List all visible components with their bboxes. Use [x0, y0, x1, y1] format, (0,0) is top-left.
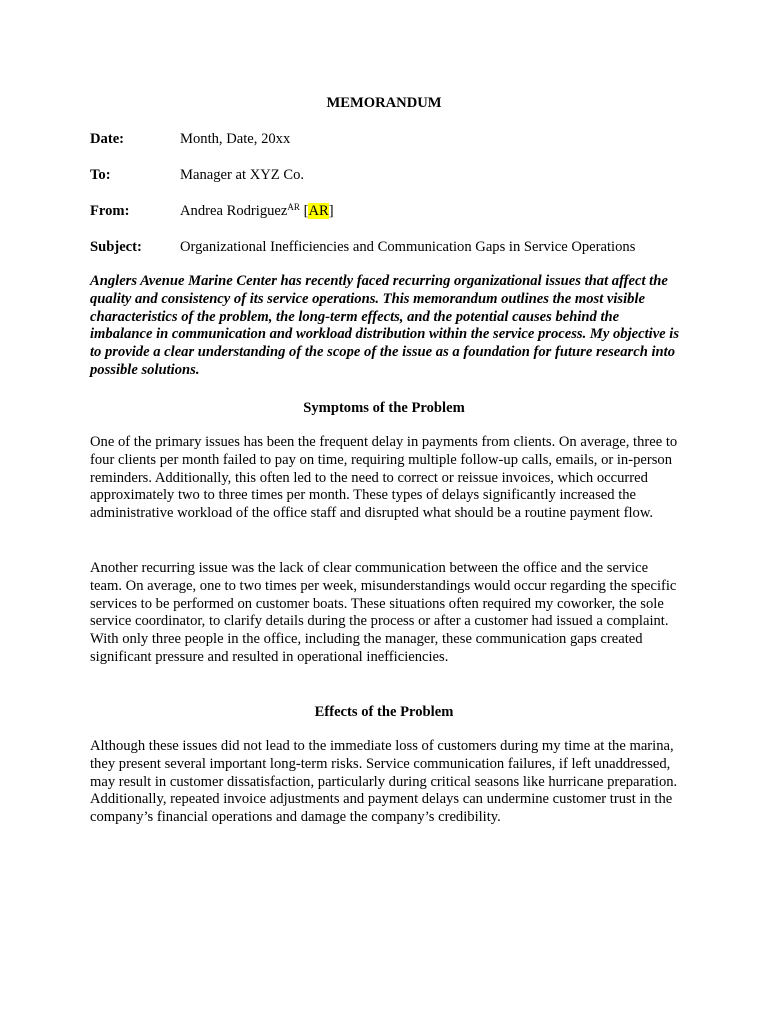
author-superscript: AR: [287, 202, 300, 212]
bracket-open: [: [303, 203, 309, 219]
to-value: Manager at XYZ Co.: [180, 167, 305, 183]
date-label: Date:: [90, 131, 125, 147]
from-value: [180, 202, 334, 220]
date-value: Month, Date, 20xx: [180, 131, 291, 147]
subject-label: Subject:: [90, 239, 142, 255]
initials-highlight: AR: [308, 203, 329, 219]
from-label: From:: [90, 203, 130, 219]
effects-paragraph-1: Although these issues did not lead to the immediate loss of customers during my time at the marina, they present several important long-term risks. Service communication failures, if left unaddressed, may result in customer dissatisfaction, particularly during critical seasons like hurricane preparation. Additionally, repeated invoice adjustments and payment delays can undermine customer trust in the company’s financial operations and damage the company’s credibility.: [90, 738, 678, 826]
to-label: To:: [90, 167, 111, 183]
bracket-close: ]: [328, 203, 334, 219]
symptoms-paragraph-2: Another recurring issue was the lack of clear communication between the office and the service team. On average, one to two times per week, misunderstandings would occur regarding the specific services to be performed on customer boats. These situations often required my coworker, the sole service coordinator, to clarify details during the process or after a customer had issued a complaint. With only three people in the office, including the manager, these communication gaps created significant pressure and resulted in operational inefficiencies.: [90, 560, 677, 665]
effects-heading: Effects of the Problem: [314, 704, 454, 720]
memo-title: MEMORANDUM: [326, 95, 442, 111]
from-name: Andrea Rodriguez: [180, 203, 288, 219]
symptoms-paragraph-1: One of the primary issues has been the frequent delay in payments from clients. On average, three to four clients per month failed to pay on time, requiring multiple follow-up calls, emails, or in-person reminders. Additionally, this often led to the need to correct or reissue invoices, which occurred approximately two to three times per month. These types of delays significantly increased the administrative workload of the office staff and disrupted what should be a routine payment flow.: [90, 434, 678, 522]
subject-value: Organizational Inefficiencies and Communication Gaps in Service Operations: [180, 239, 636, 255]
symptoms-heading: Symptoms of the Problem: [303, 400, 465, 416]
intro-paragraph: Anglers Avenue Marine Center has recently faced recurring organizational issues that affect the quality and consistency of its service operations. This memorandum outlines the most visible characteristics of the problem, the long-term effects, and the potential causes behind the imbalance in communication and workload distribution within the service process. My objective is to provide a clear understanding of the scope of the issue as a foundation for future research into possible solutions.: [90, 273, 680, 378]
